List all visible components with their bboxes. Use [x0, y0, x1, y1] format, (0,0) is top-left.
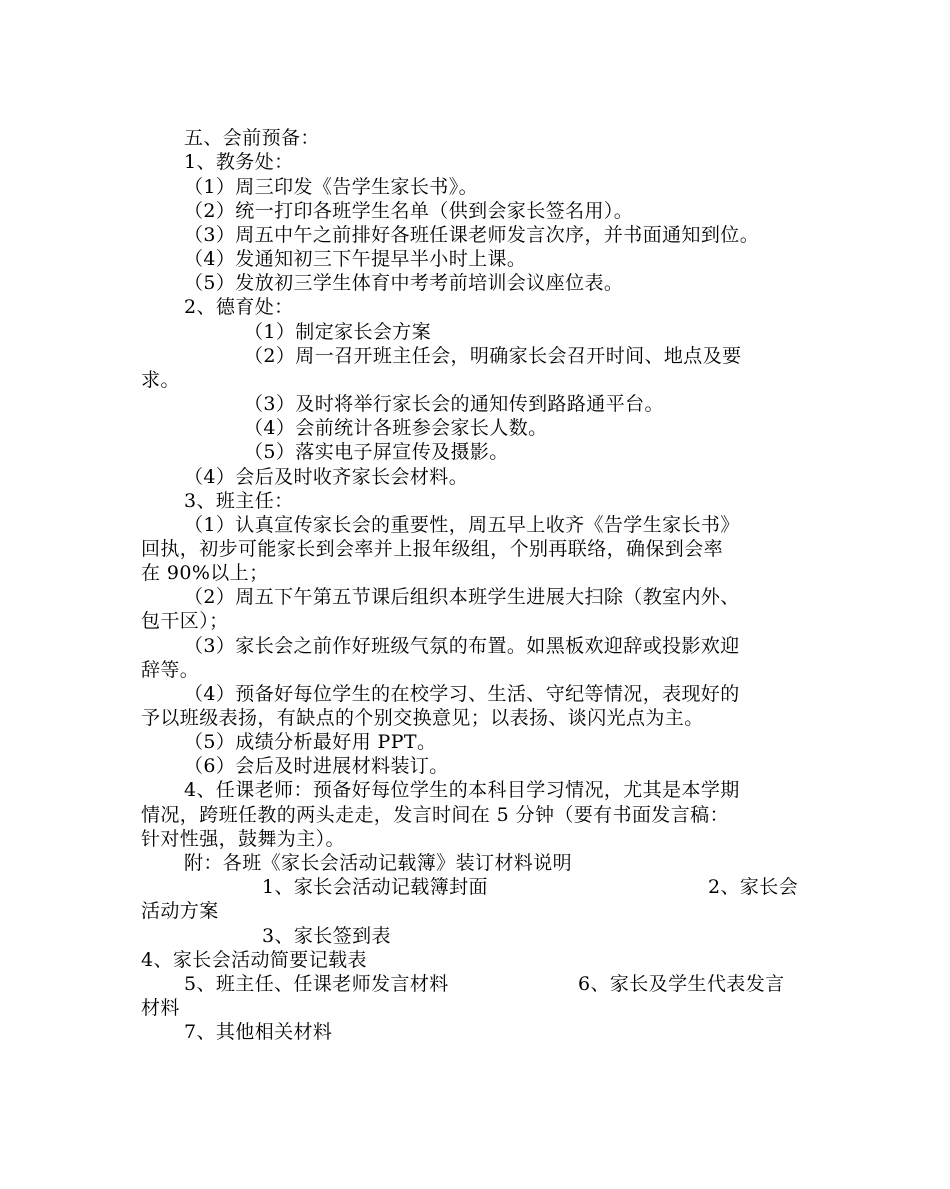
text-line: （4）会前统计各班参会家长人数。	[244, 417, 548, 439]
text-line: （2）周一召开班主任会，明确家长会召开时间、地点及要	[244, 345, 742, 367]
appendix-item: 材料	[141, 997, 180, 1019]
appendix-item: 活动方案	[141, 900, 219, 922]
text-line: （2）统一打印各班学生名单（供到会家长签名用）。	[184, 200, 634, 222]
text-line: 包干区）；	[141, 610, 229, 632]
appendix-item: 5、班主任、任课老师发言材料	[184, 973, 449, 995]
text-line: （3）及时将举行家长会的通知传到路路通平台。	[244, 393, 664, 415]
text-line: 求。	[141, 369, 180, 391]
subheading-subject-teachers: 4、任课老师：预备好每位学生的本科目学习情况，尤其是本学期	[184, 779, 740, 801]
text-line: （4）发通知初三下午提早半小时上课。	[184, 248, 527, 270]
text-line: （6）会后及时进展材料装订。	[184, 755, 449, 777]
appendix-heading: 附：各班《家长会活动记载簿》装订材料说明	[184, 852, 573, 874]
text-line: （5）成绩分析最好用 PPT。	[184, 731, 437, 753]
text-line: （5）落实电子屏宣传及摄影。	[244, 441, 509, 463]
appendix-item: 6、家长及学生代表发言	[578, 973, 785, 995]
text-line: （5）发放初三学生体育中考考前培训会议座位表。	[184, 272, 624, 294]
text-line: （1）认真宣传家长会的重要性，周五早上收齐《告学生家长书》	[184, 514, 740, 536]
text-line: 回执，初步可能家长到会率并上报年级组，个别再联络，确保到会率	[141, 538, 724, 560]
appendix-item: 4、家长会活动简要记载表	[141, 949, 367, 971]
appendix-item: 3、家长签到表	[262, 925, 391, 947]
appendix-item: 1、家长会活动记载簿封面	[262, 876, 488, 898]
text-line: （2）周五下午第五节课后组织本班学生进展大扫除（教室内外、	[184, 586, 740, 608]
text-line: （1）周三印发《告学生家长书》。	[184, 176, 478, 198]
text-line: （4）会后及时收齐家长会材料。	[184, 466, 469, 488]
appendix-item: 2、家长会	[708, 876, 799, 898]
section-heading-pre-meeting: 五、会前预备：	[184, 127, 320, 149]
subheading-academic-affairs: 1、教务处：	[184, 151, 294, 173]
text-line: （1）制定家长会方案	[244, 321, 432, 343]
text-line: （3）周五中午之前排好各班任课老师发言次序，并书面通知到位。	[184, 224, 760, 246]
subheading-homeroom-teacher: 3、班主任：	[184, 490, 294, 512]
appendix-item: 7、其他相关材料	[184, 1021, 333, 1043]
text-line: （4）预备好每位学生的在校学习、生活、守纪等情况，表现好的	[184, 683, 740, 705]
subheading-moral-education: 2、德育处：	[184, 296, 294, 318]
text-line: 在 90%以上；	[141, 562, 269, 584]
text-line: 予以班级表扬，有缺点的个别交换意见；以表扬、谈闪光点为主。	[141, 707, 704, 729]
text-line: 辞等。	[141, 659, 200, 681]
text-line: 针对性强，鼓舞为主）。	[141, 828, 345, 850]
text-line: 情况，跨班任教的两头走走，发言时间在 5 分钟（要有书面发言稿：	[141, 804, 729, 826]
text-line: （3）家长会之前作好班级气氛的布置。如黑板欢迎辞或投影欢迎	[184, 635, 740, 657]
